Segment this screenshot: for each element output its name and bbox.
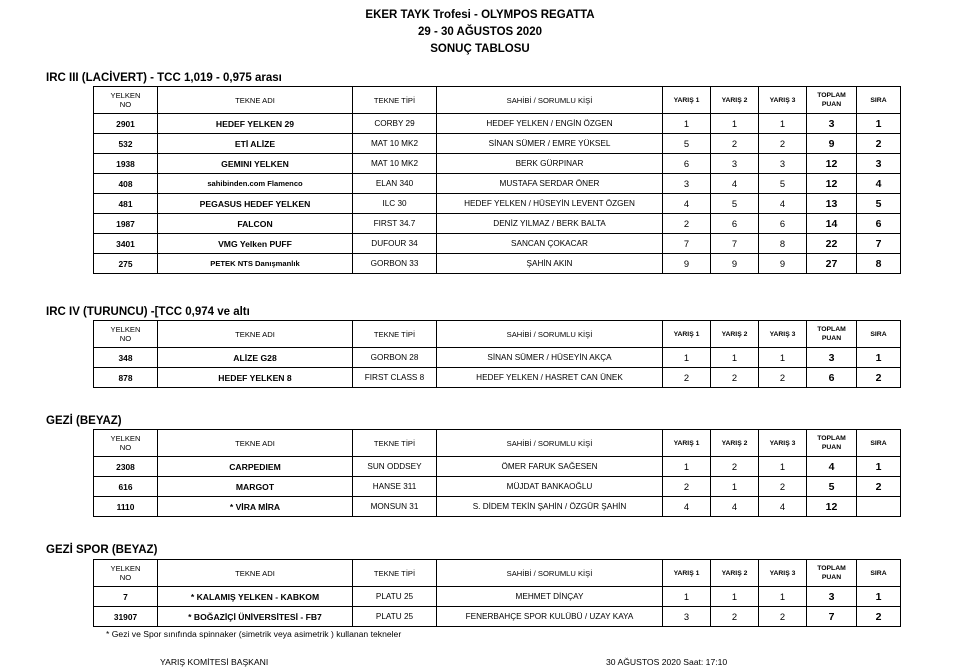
boat-name: sahibinden.com Flamenco — [158, 174, 353, 194]
race-2-score: 4 — [711, 174, 759, 194]
race-1-score: 3 — [663, 174, 711, 194]
sail-number: 616 — [94, 477, 158, 497]
col-race-1: YARIŞ 1 — [663, 560, 711, 587]
boat-name: * VİRA MİRA — [158, 497, 353, 517]
total-points: 7 — [807, 607, 857, 627]
col-total-line1: TOPLAM — [817, 326, 846, 333]
race-1-score: 2 — [663, 368, 711, 388]
boat-type: ILC 30 — [353, 194, 437, 214]
col-total-line1: TOPLAM — [817, 565, 846, 572]
rank: 1 — [857, 114, 901, 134]
total-points: 22 — [807, 234, 857, 254]
sail-number: 481 — [94, 194, 158, 214]
owner-name: HEDEF YELKEN / HÜSEYİN LEVENT ÖZGEN — [437, 194, 663, 214]
col-race-3: YARIŞ 3 — [759, 321, 807, 348]
col-boat-type: TEKNE TİPİ — [353, 430, 437, 457]
col-sail-number-line2: NO — [119, 334, 132, 343]
table-row — [94, 194, 901, 214]
race-3-score: 4 — [759, 497, 807, 517]
col-sail-number-line1: YELKEN — [110, 91, 141, 100]
sail-number: 2901 — [94, 114, 158, 134]
col-boat-name: TEKNE ADI — [158, 87, 353, 114]
boat-name: HEDEF YELKEN 29 — [158, 114, 353, 134]
total-points: 12 — [807, 174, 857, 194]
table-row — [94, 214, 901, 234]
race-3-score: 6 — [759, 214, 807, 234]
col-total-line1: TOPLAM — [817, 435, 846, 442]
race-1-score: 1 — [663, 457, 711, 477]
boat-name: VMG Yelken PUFF — [158, 234, 353, 254]
race-1-score: 2 — [663, 214, 711, 234]
owner-name: HEDEF YELKEN / ENGİN ÖZGEN — [437, 114, 663, 134]
rank: 4 — [857, 174, 901, 194]
rank: 7 — [857, 234, 901, 254]
race-1-score: 2 — [663, 477, 711, 497]
owner-name: MÜJDAT BANKAOĞLU — [437, 477, 663, 497]
sail-number: 1987 — [94, 214, 158, 234]
section-title: IRC III (LACİVERT) - TCC 1,019 - 0,975 arası — [46, 72, 282, 84]
boat-name: MARGOT — [158, 477, 353, 497]
col-total-points — [807, 560, 857, 587]
col-sail-number — [94, 87, 158, 114]
boat-name: HEDEF YELKEN 8 — [158, 368, 353, 388]
total-points: 4 — [807, 457, 857, 477]
boat-type: PLATU 25 — [353, 587, 437, 607]
race-2-score: 2 — [711, 457, 759, 477]
section-title: GEZİ SPOR (BEYAZ) — [46, 544, 158, 556]
rank: 2 — [857, 477, 901, 497]
boat-type: DUFOUR 34 — [353, 234, 437, 254]
total-points: 27 — [807, 254, 857, 274]
total-points: 9 — [807, 134, 857, 154]
results-table — [93, 429, 901, 517]
table-row — [94, 457, 901, 477]
boat-name: FALCON — [158, 214, 353, 234]
document-subtitle: SONUÇ TABLOSU — [430, 43, 530, 55]
rank: 8 — [857, 254, 901, 274]
section-title: GEZİ (BEYAZ) — [46, 415, 122, 427]
race-1-score: 9 — [663, 254, 711, 274]
col-rank: SIRA — [857, 321, 901, 348]
table-header-row — [94, 430, 901, 457]
col-boat-type: TEKNE TİPİ — [353, 87, 437, 114]
sail-number: 3401 — [94, 234, 158, 254]
race-3-score: 1 — [759, 114, 807, 134]
boat-type: CORBY 29 — [353, 114, 437, 134]
total-points: 12 — [807, 497, 857, 517]
col-owner: SAHİBİ / SORUMLU KİŞİ — [437, 430, 663, 457]
race-3-score: 2 — [759, 368, 807, 388]
owner-name: ÖMER FARUK SAĞESEN — [437, 457, 663, 477]
col-sail-number — [94, 430, 158, 457]
race-1-score: 4 — [663, 497, 711, 517]
sail-number: 275 — [94, 254, 158, 274]
boat-name: PETEK NTS Danışmanlık — [158, 254, 353, 274]
boat-name: ALİZE G28 — [158, 348, 353, 368]
race-2-score: 5 — [711, 194, 759, 214]
table-row — [94, 497, 901, 517]
race-1-score: 6 — [663, 154, 711, 174]
results-table — [93, 86, 901, 274]
table-row — [94, 234, 901, 254]
race-3-score: 1 — [759, 587, 807, 607]
col-sail-number-line2: NO — [119, 573, 132, 582]
race-2-score: 3 — [711, 154, 759, 174]
race-1-score: 7 — [663, 234, 711, 254]
boat-type: GORBON 33 — [353, 254, 437, 274]
race-3-score: 3 — [759, 154, 807, 174]
rank: 1 — [857, 457, 901, 477]
rank: 5 — [857, 194, 901, 214]
table-header-row — [94, 87, 901, 114]
col-race-2: YARIŞ 2 — [711, 560, 759, 587]
rank: 2 — [857, 607, 901, 627]
boat-name: * BOĞAZİÇİ ÜNİVERSİTESİ - FB7 — [158, 607, 353, 627]
sail-number: 1110 — [94, 497, 158, 517]
race-1-score: 5 — [663, 134, 711, 154]
race-2-score: 4 — [711, 497, 759, 517]
race-3-score: 2 — [759, 607, 807, 627]
col-sail-number-line1: YELKEN — [110, 434, 141, 443]
col-sail-number-line1: YELKEN — [110, 325, 141, 334]
race-2-score: 1 — [711, 477, 759, 497]
race-3-score: 8 — [759, 234, 807, 254]
boat-name: CARPEDIEM — [158, 457, 353, 477]
total-points: 12 — [807, 154, 857, 174]
col-total-points — [807, 321, 857, 348]
col-race-3: YARIŞ 3 — [759, 560, 807, 587]
race-2-score: 1 — [711, 114, 759, 134]
race-3-score: 1 — [759, 348, 807, 368]
boat-type: FIRST CLASS 8 — [353, 368, 437, 388]
col-total-line2: PUAN — [821, 444, 842, 451]
sail-number: 878 — [94, 368, 158, 388]
boat-name: GEMINI YELKEN — [158, 154, 353, 174]
col-total-points — [807, 430, 857, 457]
owner-name: HEDEF YELKEN / HASRET CAN ÜNEK — [437, 368, 663, 388]
boat-type: MONSUN 31 — [353, 497, 437, 517]
sail-number: 7 — [94, 587, 158, 607]
col-rank: SIRA — [857, 87, 901, 114]
total-points: 14 — [807, 214, 857, 234]
col-sail-number-line2: NO — [119, 100, 132, 109]
section-title: IRC IV (TURUNCU) -[TCC 0,974 ve altı — [46, 306, 250, 318]
col-race-1: YARIŞ 1 — [663, 87, 711, 114]
col-total-line1: TOPLAM — [817, 92, 846, 99]
col-rank: SIRA — [857, 560, 901, 587]
table-row — [94, 348, 901, 368]
rank: 3 — [857, 154, 901, 174]
col-race-3: YARIŞ 3 — [759, 87, 807, 114]
col-race-2: YARIŞ 2 — [711, 321, 759, 348]
table-row — [94, 587, 901, 607]
col-sail-number — [94, 560, 158, 587]
col-boat-name: TEKNE ADI — [158, 430, 353, 457]
race-3-score: 1 — [759, 457, 807, 477]
rank: 1 — [857, 348, 901, 368]
col-boat-type: TEKNE TİPİ — [353, 321, 437, 348]
sail-number: 408 — [94, 174, 158, 194]
owner-name: SİNAN SÜMER / EMRE YÜKSEL — [437, 134, 663, 154]
sail-number: 2308 — [94, 457, 158, 477]
boat-type: MAT 10 MK2 — [353, 154, 437, 174]
col-sail-number-line2: NO — [119, 443, 132, 452]
race-3-score: 2 — [759, 134, 807, 154]
race-2-score: 2 — [711, 134, 759, 154]
committee-label: YARIŞ KOMİTESİ BAŞKANI — [160, 657, 269, 667]
col-owner: SAHİBİ / SORUMLU KİŞİ — [437, 321, 663, 348]
col-owner: SAHİBİ / SORUMLU KİŞİ — [437, 87, 663, 114]
race-3-score: 4 — [759, 194, 807, 214]
race-1-score: 4 — [663, 194, 711, 214]
boat-type: SUN ODDSEY — [353, 457, 437, 477]
total-points: 3 — [807, 348, 857, 368]
table-row — [94, 174, 901, 194]
race-3-score: 9 — [759, 254, 807, 274]
rank: 2 — [857, 368, 901, 388]
race-2-score: 2 — [711, 368, 759, 388]
total-points: 13 — [807, 194, 857, 214]
race-3-score: 2 — [759, 477, 807, 497]
race-2-score: 1 — [711, 348, 759, 368]
race-1-score: 1 — [663, 114, 711, 134]
table-row — [94, 368, 901, 388]
boat-type: HANSE 311 — [353, 477, 437, 497]
boat-type: MAT 10 MK2 — [353, 134, 437, 154]
owner-name: S. DİDEM TEKİN ŞAHİN / ÖZGÜR ŞAHİN — [437, 497, 663, 517]
footnote: * Gezi ve Spor sınıfında spinnaker (simetrik veya asimetrik ) kullanan tekneler — [106, 629, 402, 639]
col-boat-name: TEKNE ADI — [158, 321, 353, 348]
table-row — [94, 114, 901, 134]
col-rank: SIRA — [857, 430, 901, 457]
owner-name: SANCAN ÇOKACAR — [437, 234, 663, 254]
col-boat-name: TEKNE ADI — [158, 560, 353, 587]
rank: 6 — [857, 214, 901, 234]
table-row — [94, 254, 901, 274]
sail-number: 348 — [94, 348, 158, 368]
col-race-3: YARIŞ 3 — [759, 430, 807, 457]
owner-name: MUSTAFA SERDAR ÖNER — [437, 174, 663, 194]
boat-name: PEGASUS HEDEF YELKEN — [158, 194, 353, 214]
boat-type: GORBON 28 — [353, 348, 437, 368]
owner-name: FENERBAHÇE SPOR KULÜBÜ / UZAY KAYA — [437, 607, 663, 627]
col-race-1: YARIŞ 1 — [663, 321, 711, 348]
boat-type: PLATU 25 — [353, 607, 437, 627]
total-points: 3 — [807, 587, 857, 607]
col-owner: SAHİBİ / SORUMLU KİŞİ — [437, 560, 663, 587]
rank: 2 — [857, 134, 901, 154]
total-points: 6 — [807, 368, 857, 388]
col-sail-number — [94, 321, 158, 348]
sail-number: 532 — [94, 134, 158, 154]
results-table — [93, 320, 901, 388]
sail-number: 31907 — [94, 607, 158, 627]
boat-name: * KALAMIŞ YELKEN - KABKOM — [158, 587, 353, 607]
owner-name: DENİZ YILMAZ / BERK BALTA — [437, 214, 663, 234]
col-race-1: YARIŞ 1 — [663, 430, 711, 457]
document-title: EKER TAYK Trofesi - OLYMPOS REGATTA — [365, 9, 595, 21]
owner-name: BERK GÜRPINAR — [437, 154, 663, 174]
owner-name: MEHMET DİNÇAY — [437, 587, 663, 607]
race-2-score: 6 — [711, 214, 759, 234]
race-2-score: 2 — [711, 607, 759, 627]
col-total-line2: PUAN — [821, 574, 842, 581]
boat-type: FIRST 34.7 — [353, 214, 437, 234]
race-2-score: 9 — [711, 254, 759, 274]
col-race-2: YARIŞ 2 — [711, 430, 759, 457]
table-row — [94, 134, 901, 154]
col-total-line2: PUAN — [821, 101, 842, 108]
race-2-score: 1 — [711, 587, 759, 607]
total-points: 3 — [807, 114, 857, 134]
sail-number: 1938 — [94, 154, 158, 174]
race-1-score: 1 — [663, 348, 711, 368]
report-timestamp: 30 AĞUSTOS 2020 Saat: 17:10 — [606, 657, 728, 667]
race-2-score: 7 — [711, 234, 759, 254]
results-table — [93, 559, 901, 627]
table-header-row — [94, 321, 901, 348]
race-1-score: 3 — [663, 607, 711, 627]
table-header-row — [94, 560, 901, 587]
table-row — [94, 477, 901, 497]
owner-name: ŞAHİN AKIN — [437, 254, 663, 274]
boat-type: ELAN 340 — [353, 174, 437, 194]
rank: 1 — [857, 587, 901, 607]
boat-name: ETİ ALİZE — [158, 134, 353, 154]
col-total-points — [807, 87, 857, 114]
total-points: 5 — [807, 477, 857, 497]
col-total-line2: PUAN — [821, 335, 842, 342]
col-sail-number-line1: YELKEN — [110, 564, 141, 573]
table-row — [94, 607, 901, 627]
rank — [857, 497, 901, 517]
table-row — [94, 154, 901, 174]
race-1-score: 1 — [663, 587, 711, 607]
document-dates: 29 - 30 AĞUSTOS 2020 — [417, 26, 542, 38]
col-boat-type: TEKNE TİPİ — [353, 560, 437, 587]
race-3-score: 5 — [759, 174, 807, 194]
owner-name: SİNAN SÜMER / HÜSEYİN AKÇA — [437, 348, 663, 368]
col-race-2: YARIŞ 2 — [711, 87, 759, 114]
